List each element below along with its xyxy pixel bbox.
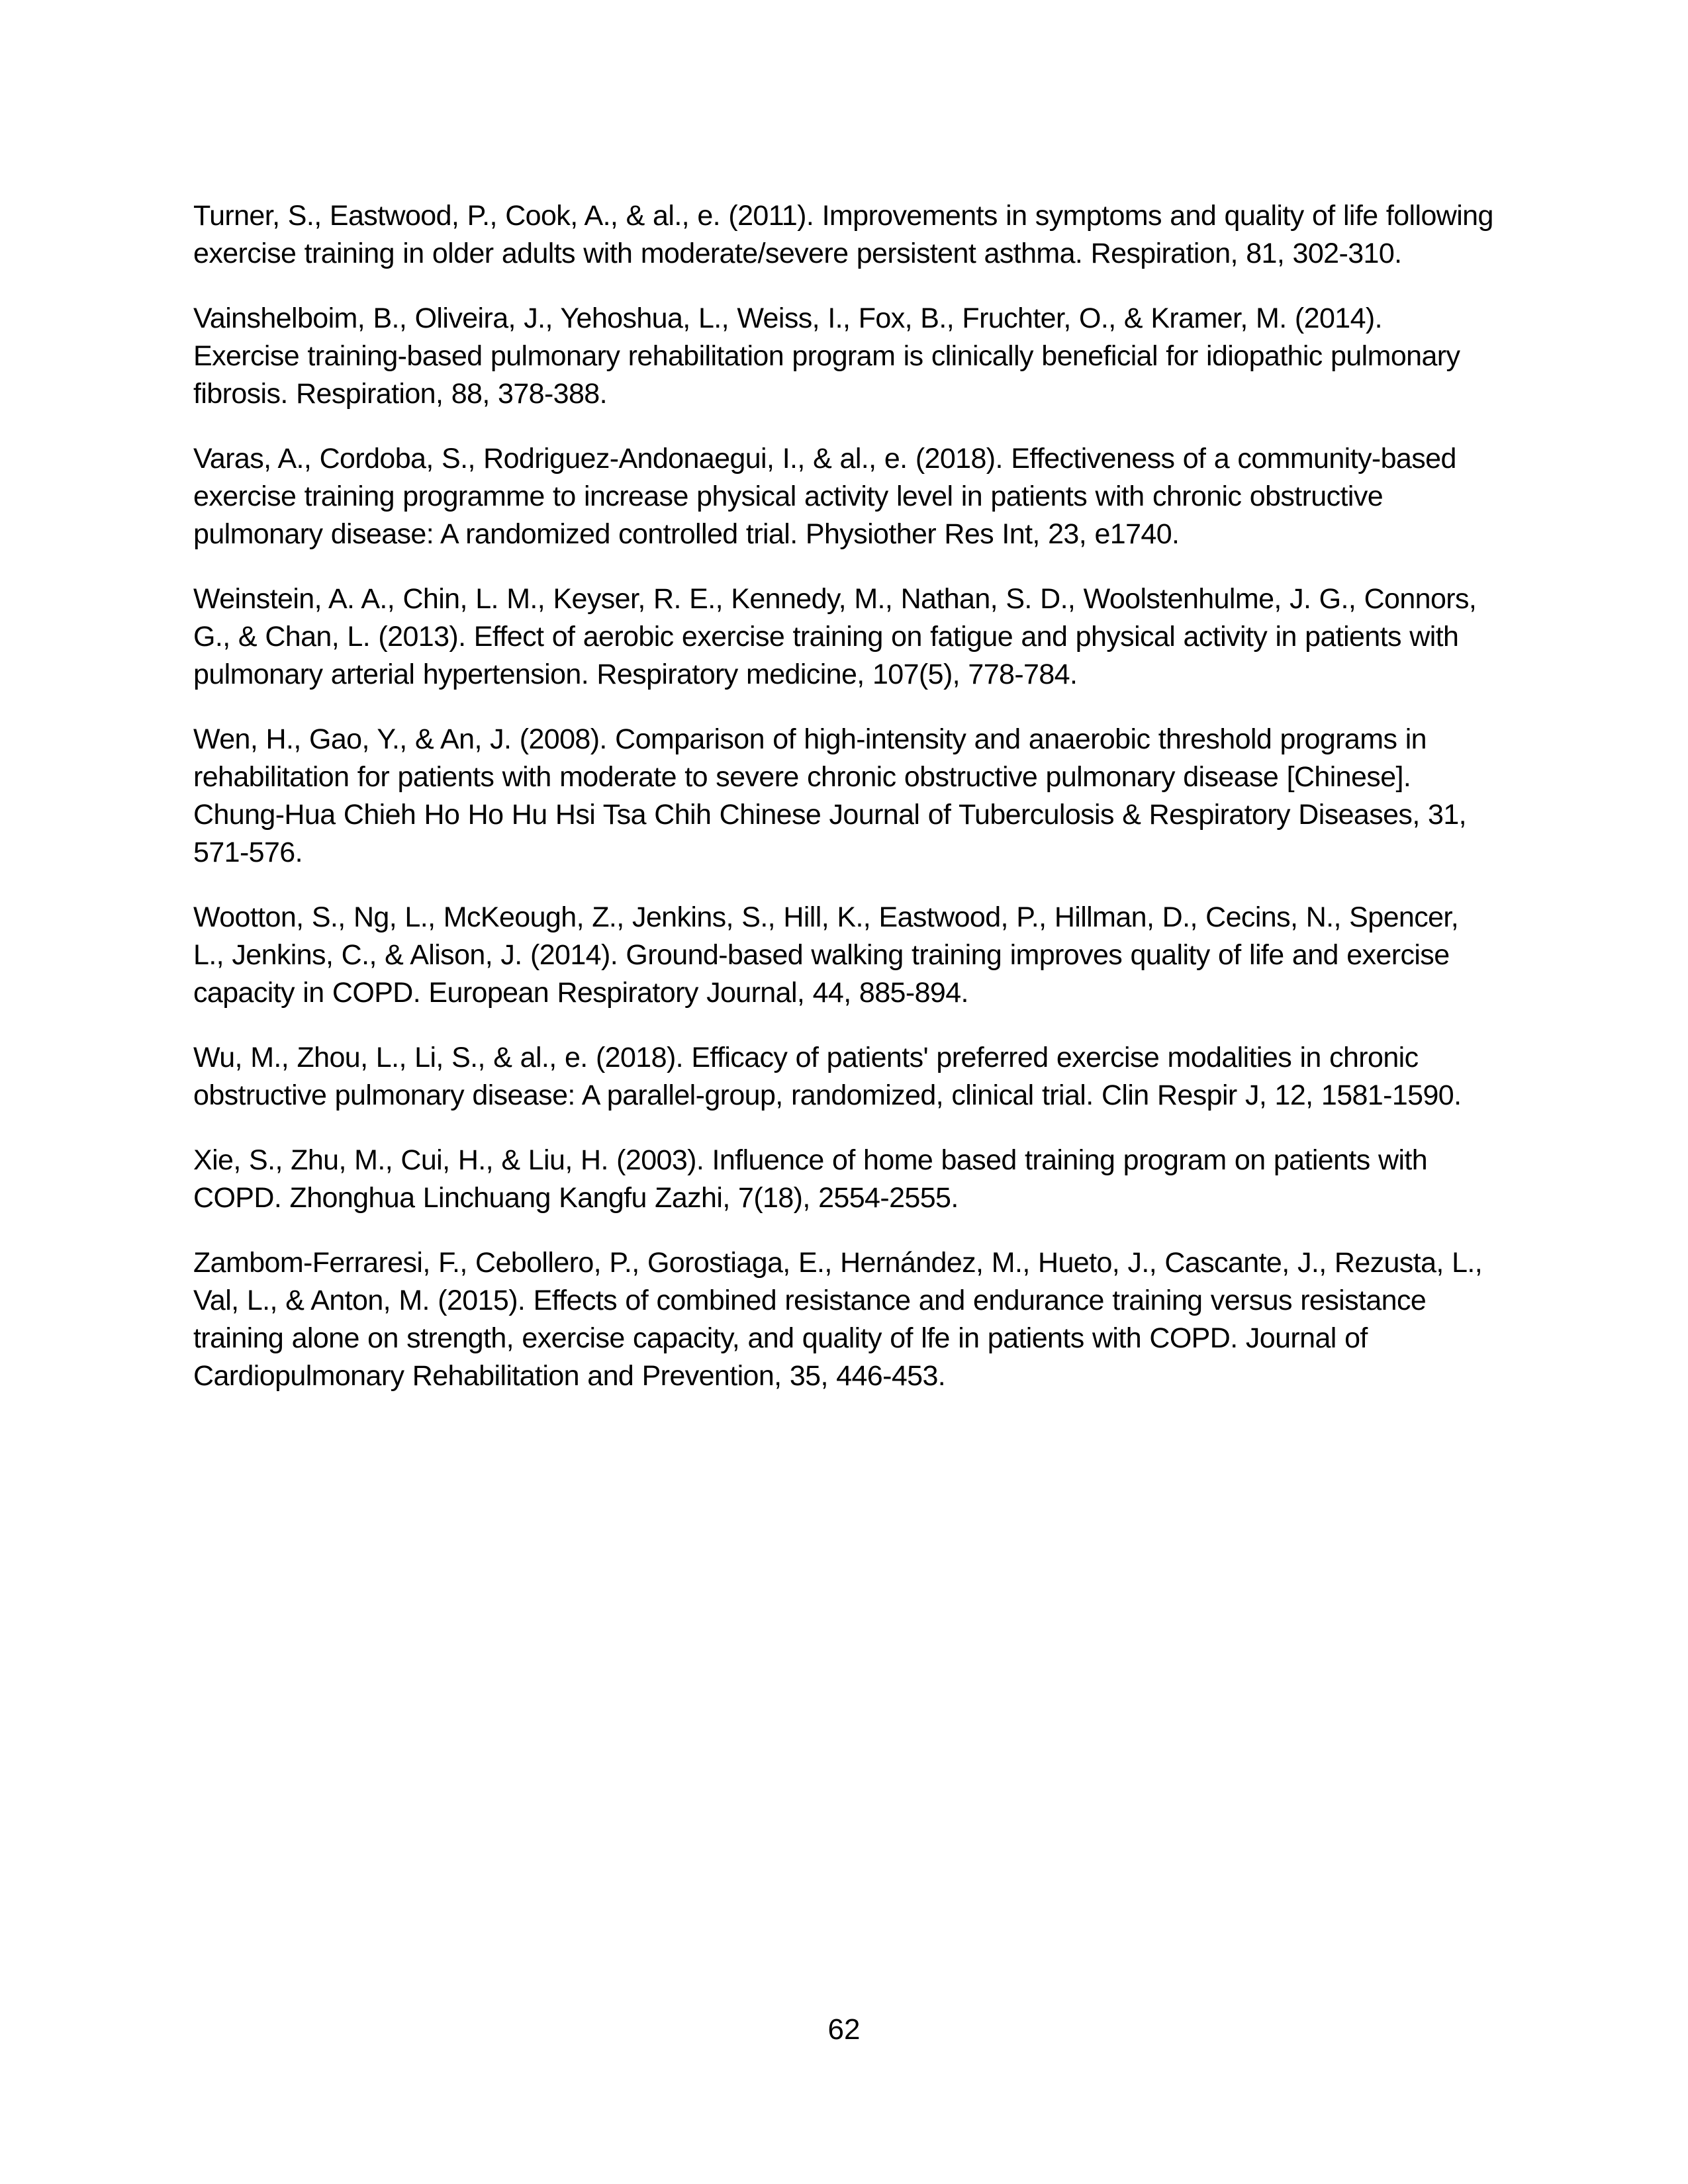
reference-entry: Wootton, S., Ng, L., McKeough, Z., Jenkins, S., Hill, K., Eastwood, P., Hillman, D., Cecins, N., Spencer, L., Jenkins, C., & Alison, J. (2014). Ground-based walking training improves quality of life and exercise capacity in COPD. European Respiratory Journal, 44, 885-894. [193,901,1459,1009]
reference-entry: Weinstein, A. A., Chin, L. M., Keyser, R. E., Kennedy, M., Nathan, S. D., Woolstenhulme, J. G., Connors, G., & Chan, L. (2013). Effect of aerobic exercise training on fatigue and physical activity in patients with pulmonary arterial hypertension. Respiratory medicine, 107(5), 778-784. [193,583,1477,690]
references-list [193,197,1496,1422]
reference-entry: Zambom-Ferraresi, F., Cebollero, P., Gorostiaga, E., Hernández, M., Hueto, J., Cascante, J., Rezusta, L., Val, L., & Anton, M. (2015). Effects of combined resistance and endurance training versus resistance training alone on strength, exercise capacity, and quality of lfe in patients with COPD. Journal of Cardiopulmonary Rehabilitation and Prevention, 35, 446-453. [193,1247,1483,1392]
reference-entry: Vainshelboim, B., Oliveira, J., Yehoshua, L., Weiss, I., Fox, B., Fruchter, O., & Kramer, M. (2014). Exercise training-based pulmonary rehabilitation program is clinically beneficial for idiopathic pulmonary fibrosis. Respiration, 88, 378-388. [193,302,1460,410]
reference-entry: Turner, S., Eastwood, P., Cook, A., & al., e. (2011). Improvements in symptoms and quality of life following exercise training in older adults with moderate/severe persistent asthma. Respiration, 81, 302-310. [193,200,1493,269]
reference-entry: Xie, S., Zhu, M., Cui, H., & Liu, H. (2003). Influence of home based training program on patients with COPD. Zhonghua Linchuang Kangfu Zazhi, 7(18), 2554-2555. [193,1144,1428,1214]
reference-entry: Wen, H., Gao, Y., & An, J. (2008). Comparison of high-intensity and anaerobic threshold programs in rehabilitation for patients with moderate to severe chronic obstructive pulmonary disease [Chinese]. Chung-Hua Chieh Ho Ho Hu Hsi Tsa Chih Chinese Journal of Tuberculosis & Respiratory Diseases, 31, 571-576. [193,723,1467,868]
reference-entry: Varas, A., Cordoba, S., Rodriguez-Andonaegui, I., & al., e. (2018). Effectiveness of a community-based exercise training programme to increase physical activity level in patients with chronic obstructive pulmonary disease: A randomized controlled trial. Physiother Res Int, 23, e1740. [193,443,1456,550]
page-number: 62 [827,2013,861,2046]
reference-entry: Wu, M., Zhou, L., Li, S., & al., e. (2018). Efficacy of patients' preferred exercise modalities in chronic obstructive pulmonary disease: A parallel-group, randomized, clinical trial. Clin Respir J, 12, 1581-1590. [193,1042,1462,1111]
